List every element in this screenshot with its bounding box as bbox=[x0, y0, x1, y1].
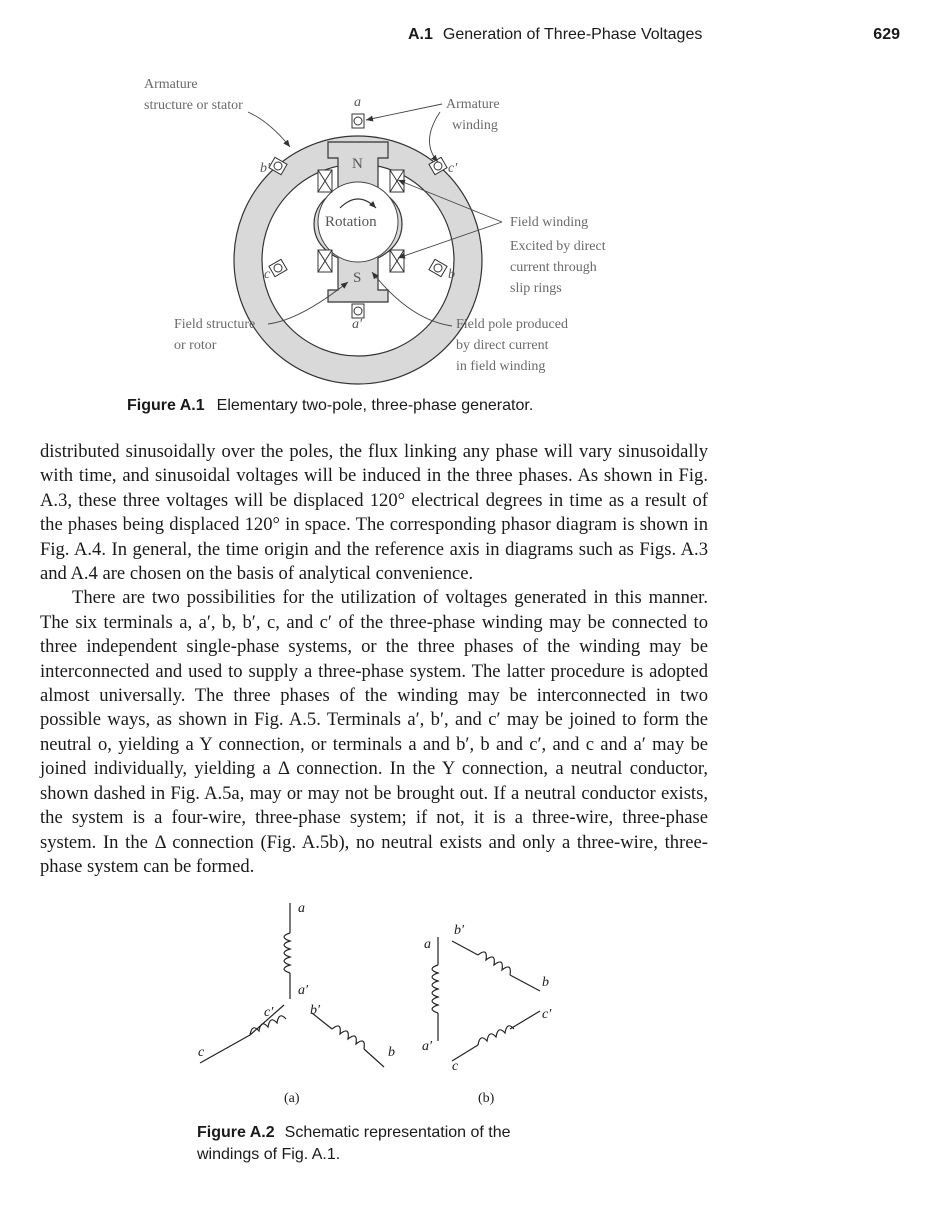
paragraph-1: distributed sinusoidally over the poles, the flux linking any phase will vary sinusoidally with time, and sinusoidal voltages will be induced in the three phases. As shown in Fig. A.3, these three voltages will be displaced 120° electrical degrees in time as a result of the phases being displaced 120° in space. The corresponding phasor diagram is shown in Fig. A.4. In general, the time origin and the reference axis in diagrams such as Figs. A.3 and A.4 are chosen on the basis of analytical convenience. bbox=[40, 441, 708, 585]
terminal-b-prime: b′ bbox=[260, 161, 271, 176]
fig2a-terminal-b-prime: b′ bbox=[310, 1003, 321, 1018]
fig2-subcaption-b: (b) bbox=[478, 1091, 495, 1106]
figure-generator bbox=[140, 72, 660, 390]
fig2a-terminal-a-prime: a′ bbox=[298, 983, 309, 998]
label-field-winding: Field winding bbox=[510, 215, 589, 230]
label-field-structure bbox=[174, 314, 255, 356]
figure2-caption bbox=[197, 1122, 557, 1166]
terminal-c-prime: c′ bbox=[448, 161, 458, 176]
label-line: Field structure bbox=[174, 317, 256, 332]
label-line: slip rings bbox=[510, 281, 562, 296]
fig2a-terminal-c: c bbox=[198, 1045, 205, 1060]
section-title: Generation of Three-Phase Voltages bbox=[442, 26, 703, 43]
terminal-b: b bbox=[448, 267, 455, 282]
label-field-pole bbox=[456, 314, 568, 377]
label-rotation: Rotation bbox=[325, 214, 377, 230]
figure1-caption bbox=[127, 397, 533, 415]
terminal-a: a bbox=[354, 95, 361, 110]
figure1-label: Figure A.1 bbox=[127, 397, 205, 414]
label-line: current through bbox=[510, 260, 597, 275]
paragraph-2: There are two possibilities for the utilization of voltages generated in this manner. The six terminals a, a′, b, b′, c, and c′ of the three-phase winding may be connected to three independent single-phase systems, or the three phases of the winding may be interconnected and used to supply a three-phase system. The latter procedure is adopted almost universally. The three phases of the winding may be interconnected in two possible ways, as shown in Fig. A.5. Terminals a′, b′, and c′ may be joined to form the neutral o, yielding a Y connection, or terminals a and b′, b and c′, and c and a′ may be joined individually, yielding a Δ connection. In the Y connection, a neutral conductor, shown dashed in Fig. A.5a, may or may not be brought out. If a neutral conductor exists, the system is a four-wire, three-phase system; if not, it is a three-wire, three-phase system. In the Δ connection (Fig. A.5b), no neutral exists and only a three-wire, three-phase system can be formed. bbox=[40, 587, 708, 877]
label-armature-winding bbox=[446, 94, 500, 136]
body-text bbox=[40, 440, 708, 879]
label-armature-structure bbox=[144, 74, 243, 116]
label-line: in field winding bbox=[456, 359, 546, 374]
delta-connection bbox=[432, 937, 540, 1061]
label-north: N bbox=[352, 156, 363, 172]
figure2-caption-text: Schematic representation of the windings of Fig. A.1. bbox=[197, 1124, 511, 1163]
label-line: or rotor bbox=[174, 338, 217, 353]
terminal-c: c bbox=[264, 267, 271, 282]
section-heading bbox=[408, 26, 702, 44]
fig2b-terminal-a: a bbox=[424, 937, 431, 952]
fig2b-terminal-b-prime: b′ bbox=[454, 923, 465, 938]
label-south: S bbox=[353, 270, 362, 286]
section-number: A.1 bbox=[408, 26, 433, 43]
label-line: Armature bbox=[446, 97, 500, 112]
fig2a-terminal-a: a bbox=[298, 901, 305, 916]
label-excited bbox=[510, 236, 606, 299]
fig2b-terminal-a-prime: a′ bbox=[422, 1039, 433, 1054]
label-line: structure or stator bbox=[144, 98, 243, 113]
figure-windings bbox=[190, 895, 570, 1115]
label-line: Excited by direct bbox=[510, 239, 606, 254]
running-head bbox=[0, 26, 936, 48]
windings-diagram bbox=[190, 895, 570, 1115]
fig2b-terminal-b: b bbox=[542, 975, 549, 990]
fig2b-terminal-c-prime: c′ bbox=[542, 1007, 552, 1022]
label-line: by direct current bbox=[456, 338, 549, 353]
terminal-a-prime: a′ bbox=[352, 317, 363, 332]
figure2-label: Figure A.2 bbox=[197, 1124, 275, 1141]
label-line: Armature bbox=[144, 77, 198, 92]
page-number: 629 bbox=[873, 26, 900, 43]
figure1-caption-text: Elementary two-pole, three-phase generator. bbox=[216, 397, 534, 414]
y-connection bbox=[200, 903, 384, 1067]
label-line: Field pole produced bbox=[456, 317, 568, 332]
fig2b-terminal-c: c bbox=[452, 1059, 459, 1074]
fig2a-terminal-b: b bbox=[388, 1045, 395, 1060]
label-line: winding bbox=[452, 118, 498, 133]
fig2a-terminal-c-prime: c′ bbox=[264, 1005, 274, 1020]
fig2-subcaption-a: (a) bbox=[284, 1091, 300, 1106]
